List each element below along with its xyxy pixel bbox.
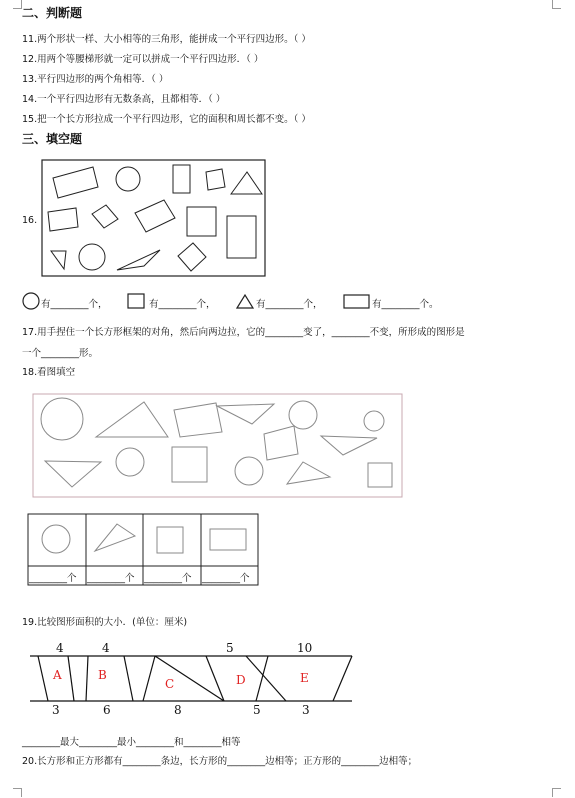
q18-cell-3: ________个 [144,573,192,584]
question-19-answer-line: ________最大________最小________和________相等 [22,737,241,748]
q19-label-c: C [165,677,175,691]
question-14: 14.一个平行四边形有无数条高，且都相等．（ ） [22,94,226,105]
question-15: 15.把一个长方形拉成一个平行四边形，它的面积和周长都不变。（ ） [22,114,311,125]
q19-bottom-number-1: 3 [52,703,60,717]
q16-triangle-answer: 有________个， [256,299,323,310]
question-16-shapes-figure [0,0,575,310]
question-12: 12.用两个等腰梯形就一定可以拼成一个平行四边形．（ ） [22,54,264,65]
q16-square-answer: 有________个， [149,299,216,310]
question-17-line2: 一个________形。 [22,348,99,359]
q16-rectangle-answer: 有________个。 [372,299,439,310]
q19-bottom-number-5: 3 [302,703,310,717]
q19-label-d: D [236,673,246,687]
question-11: 11.两个形状一样、大小相等的三角形，能拼成一个平行四边形。（ ） [22,34,311,45]
q18-cell-2: ________个 [87,573,135,584]
q19-bottom-number-3: 8 [174,703,182,717]
q19-top-number-4: 10 [297,641,313,655]
q19-bottom-number-2: 6 [103,703,111,717]
corner-mark-bottom-left [13,788,22,797]
question-13: 13.平行四边形的两个角相等．（ ） [22,74,169,85]
q16-circle-answer: 有________个， [41,299,108,310]
q19-top-number-3: 5 [226,641,234,655]
question-16-number: 16. [22,215,38,226]
q19-label-a: A [53,668,62,682]
q19-top-number-2: 4 [102,641,110,655]
q18-cell-4: ________个 [202,573,250,584]
q19-bottom-number-4: 5 [253,703,261,717]
question-19-figure [0,640,575,720]
q18-cell-1: ________个 [29,573,77,584]
question-18-title: 18.看图填空 [22,367,76,378]
question-18-shapes-figure [0,380,575,590]
q19-label-e: E [300,671,309,685]
section2-title: 二、判断题 [22,6,83,20]
q19-label-b: B [98,668,107,682]
q19-top-number-1: 4 [56,641,64,655]
question-20: 20.长方形和正方形都有________条边，长方形的________边相等；正方形的________边相等； [22,756,418,767]
section3-title: 三、填空题 [22,132,83,146]
question-19-title: 19.比较图形面积的大小．(单位：厘米) [22,617,188,628]
corner-mark-bottom-right [552,788,561,797]
question-17-line1: 17.用手捏住一个长方形框架的对角，然后向两边拉，它的________变了，________不变，所形成的图形是 [22,327,465,338]
